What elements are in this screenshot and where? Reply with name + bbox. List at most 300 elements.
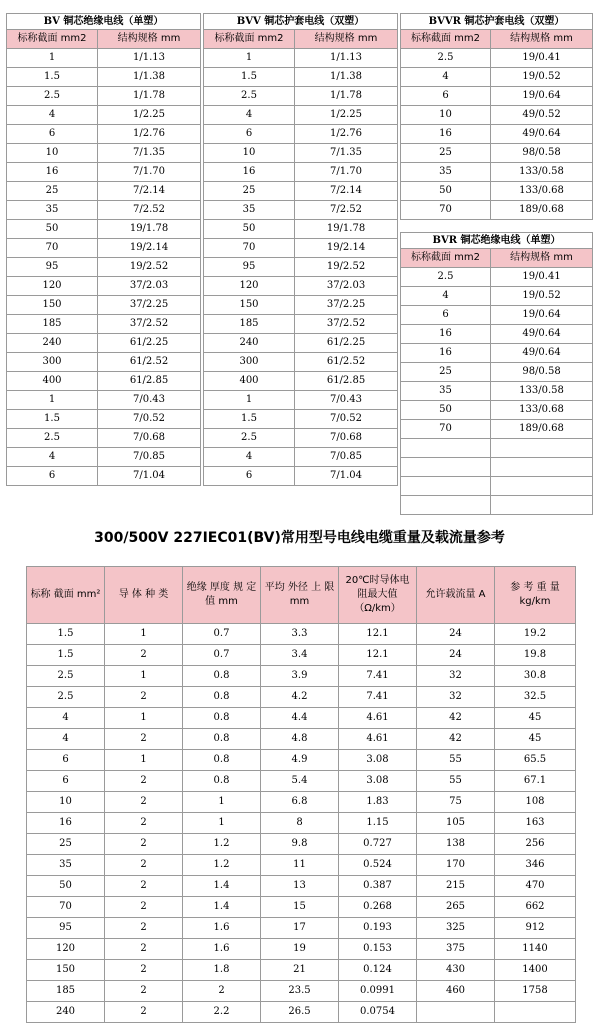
table-cell: 1.6: [183, 918, 261, 939]
table-cell: 49/0.64: [491, 125, 593, 144]
table-cell: [491, 458, 593, 477]
table-cell: 95: [7, 258, 98, 277]
table-cell: 45: [495, 708, 576, 729]
table-cell: 1.2: [183, 855, 261, 876]
table-cell: 1: [105, 624, 183, 645]
table-cell: 0.268: [339, 897, 417, 918]
table-cell: 42: [417, 729, 495, 750]
table-cell: 3.4: [261, 645, 339, 666]
bv-table-body: [7, 49, 201, 486]
table-cell: 7/0.43: [295, 391, 398, 410]
table-cell: 325: [417, 918, 495, 939]
table-cell: 35: [7, 201, 98, 220]
table-row: [401, 420, 593, 439]
table-cell: 4.4: [261, 708, 339, 729]
table-cell: 70: [27, 897, 105, 918]
table-cell: 120: [27, 939, 105, 960]
bvr-header-section: 标称截面 mm2: [401, 249, 491, 268]
table-cell: 1: [105, 708, 183, 729]
table-row: [7, 372, 201, 391]
table-cell: 55: [417, 750, 495, 771]
table-cell: 1/1.78: [98, 87, 201, 106]
table-cell: 185: [7, 315, 98, 334]
table-row: [204, 372, 398, 391]
table-row: [401, 477, 593, 496]
table-cell: 1/1.13: [98, 49, 201, 68]
table-cell: 32: [417, 666, 495, 687]
table-cell: 37/2.52: [98, 315, 201, 334]
table-cell: 0.727: [339, 834, 417, 855]
table-cell: 108: [495, 792, 576, 813]
table-cell: 19/0.41: [491, 268, 593, 287]
table-cell: 25: [27, 834, 105, 855]
bvv-header-spec: 结构规格 mm: [295, 30, 398, 49]
table-cell: 32: [417, 687, 495, 708]
table-cell: 37/2.25: [98, 296, 201, 315]
table-cell: 133/0.68: [491, 401, 593, 420]
table-cell: 98/0.58: [491, 144, 593, 163]
bvv-table-title: BVV 铜芯护套电线（双塑）: [204, 14, 398, 30]
bv-header-spec: 结构规格 mm: [98, 30, 201, 49]
table-row: [27, 666, 576, 687]
table-cell: 6: [27, 750, 105, 771]
table-cell: 0.8: [183, 750, 261, 771]
table-cell: 19/1.78: [295, 220, 398, 239]
table-row: [7, 391, 201, 410]
table-cell: 1.5: [27, 624, 105, 645]
table-cell: [401, 477, 491, 496]
table-cell: 6: [401, 306, 491, 325]
table-cell: 7/0.68: [295, 429, 398, 448]
table-cell: [417, 1002, 495, 1023]
table-cell: 1.4: [183, 876, 261, 897]
table-cell: 16: [401, 344, 491, 363]
table-cell: 1.4: [183, 897, 261, 918]
table-cell: 1.2: [183, 834, 261, 855]
table-row: [204, 258, 398, 277]
table-cell: 3.3: [261, 624, 339, 645]
table-cell: 6.8: [261, 792, 339, 813]
table-row: [27, 939, 576, 960]
table-cell: 7/2.52: [295, 201, 398, 220]
table-cell: 50: [401, 401, 491, 420]
table-cell: 7.41: [339, 687, 417, 708]
bv-table-title: BV 铜芯绝缘电线（单塑）: [7, 14, 201, 30]
table-cell: 0.153: [339, 939, 417, 960]
table-cell: 0.524: [339, 855, 417, 876]
table-row: [7, 68, 201, 87]
table-row: [27, 771, 576, 792]
table-row: [7, 201, 201, 220]
table-row: [204, 144, 398, 163]
table-row: [204, 391, 398, 410]
table-cell: 26.5: [261, 1002, 339, 1023]
table-cell: 7/1.35: [98, 144, 201, 163]
bvr-table: [400, 232, 593, 515]
table-cell: 1758: [495, 981, 576, 1002]
table-row: [27, 855, 576, 876]
table-cell: 17: [261, 918, 339, 939]
table-cell: 95: [27, 918, 105, 939]
table-row: [7, 106, 201, 125]
table-row: [401, 182, 593, 201]
table-cell: 0.7: [183, 624, 261, 645]
table-row: [7, 182, 201, 201]
table-cell: 13: [261, 876, 339, 897]
table-cell: 49/0.52: [491, 106, 593, 125]
table-cell: 6: [204, 467, 295, 486]
table-cell: 2: [105, 1002, 183, 1023]
table-row: [7, 448, 201, 467]
bvv-header-section: 标称截面 mm2: [204, 30, 295, 49]
table-cell: 61/2.52: [295, 353, 398, 372]
table-cell: 49/0.64: [491, 344, 593, 363]
table-row: [204, 220, 398, 239]
table-cell: 67.1: [495, 771, 576, 792]
table-cell: 65.5: [495, 750, 576, 771]
table-cell: [491, 439, 593, 458]
table-cell: 4.9: [261, 750, 339, 771]
table-row: [204, 87, 398, 106]
table-cell: 1: [204, 49, 295, 68]
table-row: [7, 467, 201, 486]
table-cell: 1/2.76: [295, 125, 398, 144]
table-cell: 0.0991: [339, 981, 417, 1002]
table-cell: 105: [417, 813, 495, 834]
table-row: [7, 125, 201, 144]
table-cell: 19.2: [495, 624, 576, 645]
table-cell: 1: [7, 391, 98, 410]
bvvr-table: [400, 13, 593, 220]
table-cell: 170: [417, 855, 495, 876]
table-cell: 25: [204, 182, 295, 201]
table-cell: 1.83: [339, 792, 417, 813]
table-row: [401, 363, 593, 382]
table-cell: 2: [105, 771, 183, 792]
table-cell: 7/0.68: [98, 429, 201, 448]
table-row: [401, 306, 593, 325]
ref-header-section: 标称 截面 mm²: [27, 567, 105, 624]
table-row: [401, 125, 593, 144]
table-cell: 256: [495, 834, 576, 855]
table-row: [204, 239, 398, 258]
table-row: [27, 729, 576, 750]
table-row: [7, 277, 201, 296]
table-cell: 1/2.25: [98, 106, 201, 125]
table-cell: 2.5: [204, 87, 295, 106]
table-cell: 42: [417, 708, 495, 729]
table-row: [401, 496, 593, 515]
table-cell: 61/2.25: [295, 334, 398, 353]
table-cell: 7/0.85: [98, 448, 201, 467]
table-cell: 2: [105, 918, 183, 939]
table-cell: 15: [261, 897, 339, 918]
table-cell: 1/1.38: [295, 68, 398, 87]
ref-header-conductor: 导 体 种 类: [105, 567, 183, 624]
table-cell: 1/1.13: [295, 49, 398, 68]
table-cell: 240: [7, 334, 98, 353]
table-cell: 2: [105, 981, 183, 1002]
table-cell: 16: [401, 125, 491, 144]
bvvr-table-body: [401, 49, 593, 220]
table-row: [27, 624, 576, 645]
table-cell: 19/2.14: [295, 239, 398, 258]
bvvr-header-section: 标称截面 mm2: [401, 30, 491, 49]
table-cell: 70: [401, 420, 491, 439]
table-cell: 4: [7, 448, 98, 467]
table-cell: 2: [105, 729, 183, 750]
table-cell: 10: [7, 144, 98, 163]
table-cell: 30.8: [495, 666, 576, 687]
ref-header-weight: 参 考 重 量 kg/km: [495, 567, 576, 624]
table-cell: 16: [27, 813, 105, 834]
table-cell: 70: [401, 201, 491, 220]
bvvr-table-title: BVVR 铜芯护套电线（双塑）: [401, 14, 593, 30]
table-cell: 0.0754: [339, 1002, 417, 1023]
table-cell: 0.124: [339, 960, 417, 981]
table-row: [204, 334, 398, 353]
table-row: [204, 163, 398, 182]
table-cell: 346: [495, 855, 576, 876]
table-cell: 1: [105, 666, 183, 687]
table-cell: 1: [7, 49, 98, 68]
table-row: [204, 296, 398, 315]
table-row: [401, 382, 593, 401]
table-row: [7, 220, 201, 239]
table-cell: 61/2.85: [295, 372, 398, 391]
table-cell: 2: [105, 960, 183, 981]
table-cell: 7/1.04: [295, 467, 398, 486]
table-row: [204, 277, 398, 296]
table-row: [27, 645, 576, 666]
table-cell: 400: [7, 372, 98, 391]
table-cell: 3.08: [339, 771, 417, 792]
table-row: [401, 68, 593, 87]
table-row: [27, 813, 576, 834]
table-cell: 1.5: [204, 410, 295, 429]
table-row: [27, 708, 576, 729]
table-cell: 0.8: [183, 666, 261, 687]
table-cell: 19/2.52: [98, 258, 201, 277]
table-cell: 133/0.58: [491, 163, 593, 182]
table-row: [401, 287, 593, 306]
table-row: [27, 1002, 576, 1023]
table-cell: 2.5: [27, 666, 105, 687]
table-row: [7, 144, 201, 163]
table-cell: 300: [7, 353, 98, 372]
table-cell: 1.5: [204, 68, 295, 87]
table-cell: 1: [183, 813, 261, 834]
ref-header-diameter: 平均 外径 上 限 mm: [261, 567, 339, 624]
table-cell: 1/2.25: [295, 106, 398, 125]
table-cell: 2: [105, 939, 183, 960]
table-cell: 19/0.52: [491, 68, 593, 87]
table-cell: 7.41: [339, 666, 417, 687]
table-cell: 70: [204, 239, 295, 258]
table-cell: 11: [261, 855, 339, 876]
table-cell: 95: [204, 258, 295, 277]
table-cell: 2.5: [7, 87, 98, 106]
table-cell: 21: [261, 960, 339, 981]
table-cell: 50: [7, 220, 98, 239]
table-cell: 12.1: [339, 624, 417, 645]
bvr-table-title: BVR 铜芯绝缘电线（单塑）: [401, 233, 593, 249]
table-cell: 2: [105, 897, 183, 918]
table-cell: 2: [105, 687, 183, 708]
table-cell: 1140: [495, 939, 576, 960]
table-cell: 7/0.85: [295, 448, 398, 467]
table-cell: 45: [495, 729, 576, 750]
table-cell: 240: [204, 334, 295, 353]
table-cell: 4: [401, 287, 491, 306]
table-cell: 7/1.35: [295, 144, 398, 163]
table-row: [401, 325, 593, 344]
reference-table-body: [27, 624, 576, 1023]
table-cell: 4: [27, 708, 105, 729]
table-row: [401, 106, 593, 125]
table-cell: 120: [7, 277, 98, 296]
table-cell: 300: [204, 353, 295, 372]
table-cell: 19/0.52: [491, 287, 593, 306]
table-row: [204, 429, 398, 448]
table-cell: 120: [204, 277, 295, 296]
table-cell: [401, 439, 491, 458]
table-row: [27, 918, 576, 939]
table-cell: 2: [105, 834, 183, 855]
table-cell: 25: [7, 182, 98, 201]
table-row: [204, 106, 398, 125]
table-cell: 4: [204, 106, 295, 125]
table-cell: 2: [105, 792, 183, 813]
table-cell: 7/2.14: [295, 182, 398, 201]
table-cell: 189/0.68: [491, 420, 593, 439]
table-row: [401, 268, 593, 287]
table-cell: 61/2.85: [98, 372, 201, 391]
table-row: [204, 125, 398, 144]
table-row: [204, 315, 398, 334]
table-row: [401, 201, 593, 220]
table-cell: 23.5: [261, 981, 339, 1002]
bvr-header-spec: 结构规格 mm: [491, 249, 593, 268]
table-cell: 19/2.14: [98, 239, 201, 258]
table-cell: 1/2.76: [98, 125, 201, 144]
table-row: [401, 401, 593, 420]
table-row: [7, 315, 201, 334]
table-cell: 2: [183, 981, 261, 1002]
table-cell: 4.2: [261, 687, 339, 708]
table-row: [27, 897, 576, 918]
table-cell: 8: [261, 813, 339, 834]
table-row: [27, 687, 576, 708]
table-cell: 19/0.64: [491, 87, 593, 106]
table-cell: 1/1.78: [295, 87, 398, 106]
table-row: [7, 353, 201, 372]
table-cell: 2.5: [7, 429, 98, 448]
table-row: [401, 49, 593, 68]
table-cell: 19: [261, 939, 339, 960]
table-row: [401, 344, 593, 363]
table-cell: 6: [204, 125, 295, 144]
table-row: [7, 49, 201, 68]
table-row: [401, 439, 593, 458]
table-cell: 1: [105, 750, 183, 771]
table-cell: 7/0.43: [98, 391, 201, 410]
table-cell: 4: [401, 68, 491, 87]
table-cell: 19/0.64: [491, 306, 593, 325]
table-cell: 2.2: [183, 1002, 261, 1023]
table-row: [204, 467, 398, 486]
table-row: [204, 68, 398, 87]
table-cell: 24: [417, 624, 495, 645]
table-row: [401, 87, 593, 106]
table-row: [7, 87, 201, 106]
table-cell: 55: [417, 771, 495, 792]
table-cell: 2: [105, 813, 183, 834]
table-cell: 37/2.03: [295, 277, 398, 296]
table-cell: [491, 496, 593, 515]
table-cell: 1.5: [27, 645, 105, 666]
table-cell: 61/2.52: [98, 353, 201, 372]
table-cell: 37/2.25: [295, 296, 398, 315]
table-cell: 16: [7, 163, 98, 182]
table-cell: 2.5: [27, 687, 105, 708]
table-row: [401, 163, 593, 182]
table-cell: 3.08: [339, 750, 417, 771]
table-cell: 1400: [495, 960, 576, 981]
table-row: [27, 876, 576, 897]
table-row: [204, 182, 398, 201]
table-cell: 10: [204, 144, 295, 163]
table-cell: 133/0.68: [491, 182, 593, 201]
table-cell: 0.8: [183, 708, 261, 729]
table-cell: 133/0.58: [491, 382, 593, 401]
table-cell: 6: [7, 125, 98, 144]
table-cell: 662: [495, 897, 576, 918]
table-cell: 185: [27, 981, 105, 1002]
table-row: [401, 144, 593, 163]
table-cell: [495, 1002, 576, 1023]
table-cell: 1.6: [183, 939, 261, 960]
table-cell: 470: [495, 876, 576, 897]
table-row: [27, 792, 576, 813]
table-cell: 1: [183, 792, 261, 813]
table-cell: 35: [27, 855, 105, 876]
table-cell: 1.5: [7, 410, 98, 429]
table-cell: 10: [401, 106, 491, 125]
table-cell: 10: [27, 792, 105, 813]
table-cell: 3.9: [261, 666, 339, 687]
bv-table: [6, 13, 201, 486]
table-cell: 5.4: [261, 771, 339, 792]
table-row: [204, 410, 398, 429]
table-cell: 2: [105, 645, 183, 666]
table-cell: 98/0.58: [491, 363, 593, 382]
table-cell: 185: [204, 315, 295, 334]
table-row: [7, 239, 201, 258]
table-cell: 4: [7, 106, 98, 125]
table-row: [204, 448, 398, 467]
table-cell: 7/2.52: [98, 201, 201, 220]
table-cell: 61/2.25: [98, 334, 201, 353]
table-row: [27, 960, 576, 981]
table-cell: 12.1: [339, 645, 417, 666]
table-cell: 163: [495, 813, 576, 834]
table-cell: 430: [417, 960, 495, 981]
table-cell: 2.5: [401, 268, 491, 287]
table-row: [7, 258, 201, 277]
table-cell: 19/0.41: [491, 49, 593, 68]
table-cell: 4.8: [261, 729, 339, 750]
